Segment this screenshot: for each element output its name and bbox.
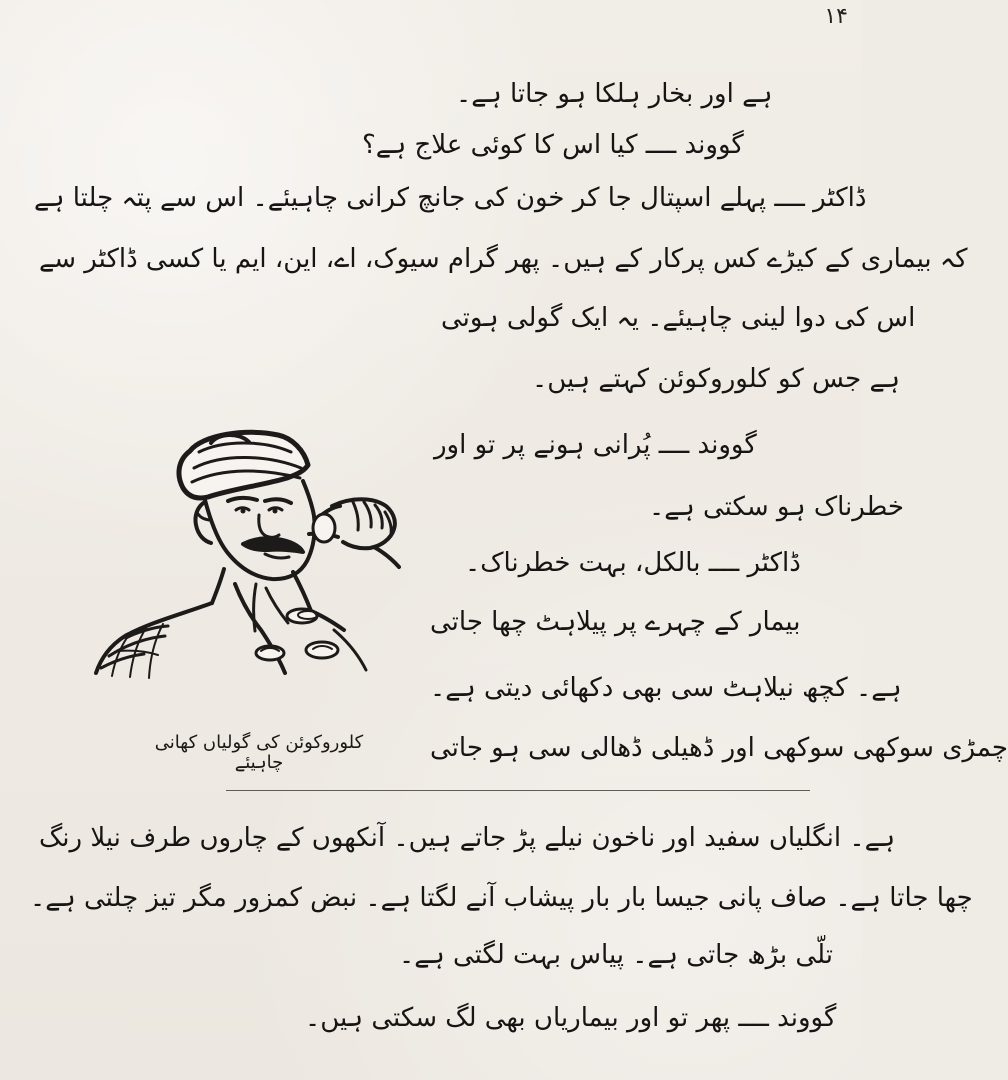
text-line-8: خطرناک ہو سکتی ہے۔	[649, 492, 904, 522]
text-line-14: چھا جاتا ہے۔ صاف پانی جیسا بار بار پیشاب آنے لگتا ہے۔ نبض کمزور مگر تیز چلتی ہے۔	[30, 883, 973, 913]
text-line-16: گووند ــــ پھر تو اور بیماریاں بھی لگ سکتی ہیں۔	[305, 1003, 837, 1033]
text-line-5: اس کی دوا لینی چاہیئے۔ یہ ایک گولی ہوتی	[441, 303, 916, 333]
text-line-4: کہ بیماری کے کیڑے کس پرکار کے ہیں۔ پھر گرام سیوک، اے، این، ایم یا کسی ڈاکٹر سے	[39, 244, 968, 274]
page-number: ۱۴	[824, 4, 848, 29]
text-line-3: ڈاکٹر ــــ پہلے اسپتال جا کر خون کی جانچ کرانی چاہیئے۔ اس سے پتہ چلتا ہے	[34, 183, 867, 213]
text-line-12: چمڑی سوکھی سوکھی اور ڈھیلی ڈھالی سی ہو جاتی	[430, 733, 1008, 763]
text-line-7: گووند ــــ پُرانی ہونے پر تو اور	[434, 430, 757, 460]
text-line-10: بیمار کے چہرے پر پیلاہٹ چھا جاتی	[430, 607, 801, 637]
illustration-caption: کلوروکوئن کی گولیاں کھانی چاہیئے	[154, 732, 364, 773]
text-line-9: ڈاکٹر ــــ بالکل، بہت خطرناک۔	[465, 548, 801, 578]
text-line-1: ہے اور بخار ہلکا ہو جاتا ہے۔	[456, 79, 773, 109]
text-line-13: ہے۔ انگلیاں سفید اور ناخون نیلے پڑ جاتے ہیں۔ آنکھوں کے چاروں طرف نیلا رنگ	[39, 823, 896, 853]
man-with-pills-illustration	[72, 418, 422, 688]
text-line-11: ہے۔ کچھ نیلاہٹ سی بھی دکھائی دیتی ہے۔	[430, 673, 902, 703]
section-divider	[226, 790, 810, 791]
text-line-2: گووند ــــ کیا اس کا کوئی علاج ہے؟	[362, 130, 744, 160]
text-line-15: تلّی بڑھ جاتی ہے۔ پیاس بہت لگتی ہے۔	[399, 940, 833, 970]
text-line-6: ہے جس کو کلوروکوئن کہتے ہیں۔	[532, 364, 900, 394]
